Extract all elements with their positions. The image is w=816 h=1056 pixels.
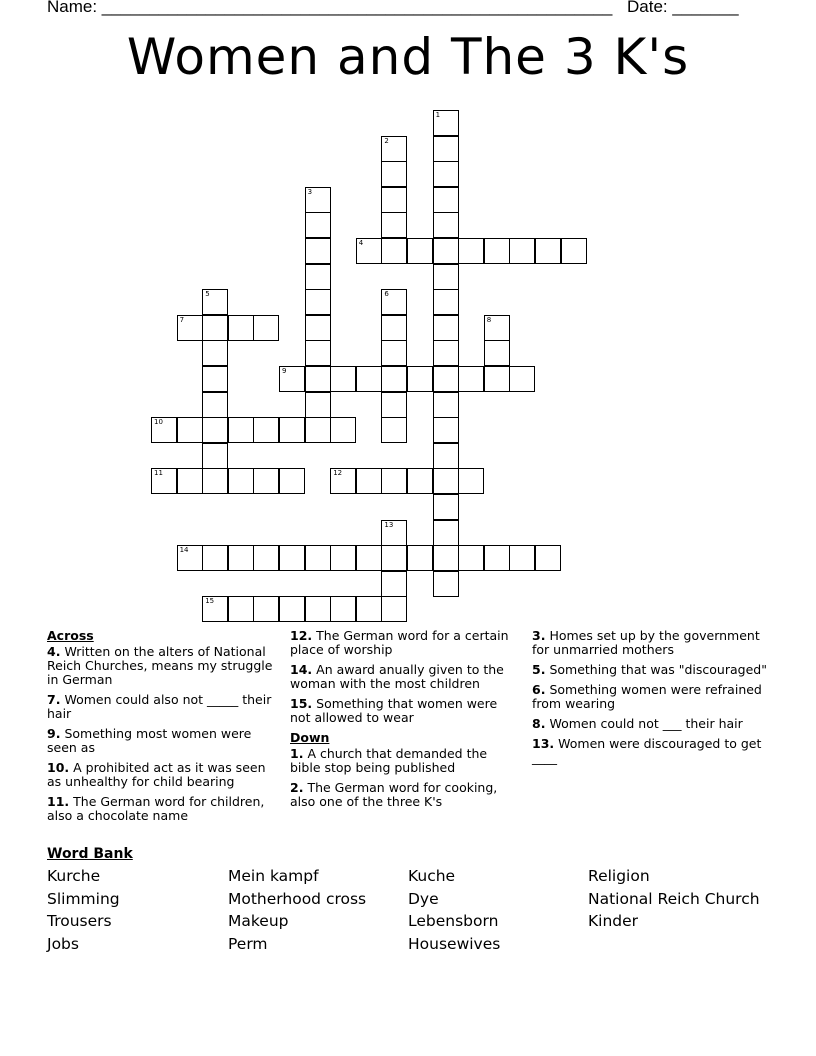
crossword-cell[interactable] xyxy=(151,468,177,494)
crossword-cell[interactable] xyxy=(458,545,484,571)
crossword-cell[interactable] xyxy=(305,366,331,392)
crossword-cell[interactable] xyxy=(433,238,459,264)
clue-number: 14 xyxy=(179,546,189,555)
crossword-cell[interactable] xyxy=(433,264,459,290)
crossword-cell[interactable] xyxy=(381,571,407,597)
crossword-cell[interactable] xyxy=(535,545,561,571)
crossword-cell[interactable] xyxy=(381,340,407,366)
crossword-cell[interactable] xyxy=(202,545,228,571)
clue-across-15: 15. Something that women were not allowed to wear xyxy=(290,696,498,725)
crossword-cell[interactable] xyxy=(330,545,356,571)
crossword-cell[interactable] xyxy=(458,238,484,264)
crossword-cell[interactable] xyxy=(228,545,254,571)
clue-down-3: 3. Homes set up by the government for unmarried mothers xyxy=(532,628,760,657)
crossword-cell[interactable] xyxy=(381,187,407,213)
crossword-cell[interactable] xyxy=(177,417,203,443)
crossword-cell[interactable] xyxy=(305,238,331,264)
word-bank-item: National Reich Church xyxy=(588,889,760,908)
clue-down-5: 5. Something that was "discouraged" xyxy=(532,662,767,677)
word-bank-item: Motherhood cross xyxy=(228,889,367,908)
clue-across-14: 14. An award anually given to the woman with the most children xyxy=(290,662,504,691)
crossword-cell[interactable] xyxy=(433,468,459,494)
clue-across-4: 4. Written on the alters of National Reich Churches, means my struggle in German xyxy=(47,644,273,687)
crossword-cell[interactable] xyxy=(330,366,356,392)
crossword-cell[interactable] xyxy=(433,520,459,546)
crossword-cell[interactable] xyxy=(177,468,203,494)
crossword-cell[interactable] xyxy=(330,596,356,622)
clue-number: 9 xyxy=(282,367,287,375)
crossword-cell[interactable] xyxy=(381,520,407,546)
crossword-cell[interactable] xyxy=(433,392,459,418)
clue-number: 2 xyxy=(384,136,389,145)
crossword-cell[interactable] xyxy=(305,392,331,418)
word-bank-item: Perm xyxy=(228,935,268,954)
crossword-cell[interactable] xyxy=(407,545,433,571)
word-bank-item: Kurche xyxy=(47,867,101,885)
down-heading: Down xyxy=(290,730,330,745)
name-field-label: Name: ______________________________________________________ xyxy=(47,0,613,16)
crossword-cell[interactable] xyxy=(228,468,254,494)
crossword-cell[interactable] xyxy=(433,340,459,366)
crossword-cell[interactable] xyxy=(228,315,254,341)
crossword-cell[interactable] xyxy=(484,340,510,366)
crossword-cell[interactable] xyxy=(433,136,459,162)
crossword-cell[interactable] xyxy=(228,417,254,443)
crossword-cell[interactable] xyxy=(381,468,407,494)
crossword-cell[interactable] xyxy=(381,596,407,622)
clue-down-2: 2. The German word for cooking, also one of the three K's xyxy=(290,780,498,809)
date-field-label: Date: _______ xyxy=(627,0,739,16)
crossword-cell[interactable] xyxy=(484,366,510,392)
crossword-cell[interactable] xyxy=(509,238,535,264)
clue-column-2 xyxy=(290,629,515,815)
crossword-cell[interactable] xyxy=(535,238,561,264)
word-bank-column-3 xyxy=(408,865,500,956)
clue-across-7: 7. Women could also not _____ their hair xyxy=(47,692,272,721)
crossword-cell[interactable] xyxy=(381,136,407,162)
clue-column-3 xyxy=(532,629,772,771)
word-bank-item: Housewives xyxy=(408,935,501,954)
clue-number: 3 xyxy=(307,187,313,196)
crossword-cell[interactable] xyxy=(433,366,459,392)
crossword-cell[interactable] xyxy=(202,417,228,443)
word-bank-item: Kuche xyxy=(408,867,456,885)
clue-down-8: 8. Women could not ___ their hair xyxy=(532,716,743,731)
crossword-cell[interactable] xyxy=(433,571,459,597)
word-bank-item: Dye xyxy=(408,889,439,908)
clue-across-12: 12. The German word for a certain place of worship xyxy=(290,628,509,657)
crossword-cell[interactable] xyxy=(330,417,356,443)
crossword-cell[interactable] xyxy=(381,392,407,418)
crossword-cell[interactable] xyxy=(407,366,433,392)
crossword-cell[interactable] xyxy=(381,289,407,315)
crossword-cell[interactable] xyxy=(433,212,459,238)
crossword-cell[interactable] xyxy=(433,110,459,136)
crossword-cell[interactable] xyxy=(433,161,459,187)
crossword-cell[interactable] xyxy=(458,366,484,392)
clue-across-9: 9. Something most women were seen as xyxy=(47,726,252,755)
word-bank-column-2 xyxy=(228,865,366,956)
across-heading: Across xyxy=(47,628,94,643)
crossword-cell[interactable] xyxy=(356,596,382,622)
word-bank-item: Religion xyxy=(588,867,650,885)
word-bank-item: Lebensborn xyxy=(408,912,499,931)
crossword-cell[interactable] xyxy=(305,315,331,341)
crossword-cell[interactable] xyxy=(228,596,254,622)
crossword-cell[interactable] xyxy=(509,366,535,392)
clue-down-13: 13. Women were discouraged to get ____ xyxy=(532,736,762,765)
page-title: Women and The 3 K's xyxy=(126,28,690,86)
crossword-cell[interactable] xyxy=(458,468,484,494)
crossword-cell[interactable] xyxy=(561,238,587,264)
crossword-cell[interactable] xyxy=(356,366,382,392)
crossword-cell[interactable] xyxy=(484,238,510,264)
crossword-cell[interactable] xyxy=(151,417,177,443)
crossword-cell[interactable] xyxy=(279,417,305,443)
word-bank-heading: Word Bank xyxy=(47,846,133,862)
crossword-cell[interactable] xyxy=(381,161,407,187)
crossword-cell[interactable] xyxy=(279,366,305,392)
crossword-cell[interactable] xyxy=(202,366,228,392)
crossword-cell[interactable] xyxy=(381,238,407,264)
crossword-cell[interactable] xyxy=(433,289,459,315)
crossword-cell[interactable] xyxy=(202,289,228,315)
crossword-cell[interactable] xyxy=(253,468,279,494)
clue-number: 12 xyxy=(333,469,343,478)
crossword-cell[interactable] xyxy=(381,366,407,392)
crossword-cell[interactable] xyxy=(433,443,459,469)
crossword-cell[interactable] xyxy=(484,315,510,341)
word-bank-column-1 xyxy=(47,865,120,956)
crossword-cell[interactable] xyxy=(253,596,279,622)
clue-across-11: 11. The German word for children, also a chocolate name xyxy=(47,794,265,823)
clue-number: 7 xyxy=(179,315,185,324)
crossword-cell[interactable] xyxy=(433,187,459,213)
crossword-cell[interactable] xyxy=(305,596,331,622)
clue-number: 5 xyxy=(205,290,210,299)
crossword-cell[interactable] xyxy=(484,545,510,571)
crossword-cell[interactable] xyxy=(253,545,279,571)
crossword-cell[interactable] xyxy=(279,468,305,494)
crossword-cell[interactable] xyxy=(305,264,331,290)
clue-number: 4 xyxy=(358,239,364,247)
crossword-cell[interactable] xyxy=(356,545,382,571)
word-bank-item: Kinder xyxy=(588,912,639,931)
crossword-cell[interactable] xyxy=(433,494,459,520)
crossword-cell[interactable] xyxy=(305,417,331,443)
clue-down-6: 6. Something women were refrained from wearing xyxy=(532,682,762,711)
crossword-cell[interactable] xyxy=(381,417,407,443)
crossword-cell[interactable] xyxy=(279,545,305,571)
clue-down-1: 1. A church that demanded the bible stop being published xyxy=(290,746,488,775)
crossword-cell[interactable] xyxy=(253,315,279,341)
crossword-cell[interactable] xyxy=(305,187,331,213)
crossword-cell[interactable] xyxy=(509,545,535,571)
word-bank-item: Mein kampf xyxy=(228,867,319,885)
clue-number: 6 xyxy=(384,290,389,299)
crossword-cell[interactable] xyxy=(381,212,407,238)
crossword-cell[interactable] xyxy=(433,417,459,443)
clue-across-10: 10. A prohibited act as it was seen as unhealthy for child bearing xyxy=(47,760,266,789)
crossword-cell[interactable] xyxy=(433,315,459,341)
crossword-cell[interactable] xyxy=(202,468,228,494)
crossword-cell[interactable] xyxy=(305,212,331,238)
crossword-cell[interactable] xyxy=(356,468,382,494)
word-bank-column-4 xyxy=(588,865,760,933)
word-bank-item: Jobs xyxy=(47,935,79,954)
clue-number: 11 xyxy=(154,469,163,478)
clue-number: 10 xyxy=(154,418,163,427)
crossword-cell[interactable] xyxy=(202,596,228,622)
crossword-cell[interactable] xyxy=(202,340,228,366)
crossword-cell[interactable] xyxy=(305,340,331,366)
crossword-cell[interactable] xyxy=(177,545,203,571)
word-bank-item: Slimming xyxy=(47,889,120,908)
crossword-cell[interactable] xyxy=(202,443,228,469)
crossword-cell[interactable] xyxy=(253,417,279,443)
word-bank-item: Trousers xyxy=(47,912,112,931)
crossword-cell[interactable] xyxy=(177,315,203,341)
clue-number: 15 xyxy=(205,597,215,606)
crossword-cell[interactable] xyxy=(202,392,228,418)
crossword-cell[interactable] xyxy=(381,315,407,341)
clue-number: 1 xyxy=(435,111,441,119)
crossword-cell[interactable] xyxy=(202,315,228,341)
crossword-cell[interactable] xyxy=(279,596,305,622)
crossword-cell[interactable] xyxy=(330,468,356,494)
crossword-cell[interactable] xyxy=(407,468,433,494)
clue-column-1 xyxy=(47,629,282,829)
clue-number: 8 xyxy=(486,315,492,324)
crossword-cell[interactable] xyxy=(305,545,331,571)
crossword-cell[interactable] xyxy=(356,238,382,264)
clue-number: 13 xyxy=(384,520,394,529)
word-bank-item: Makeup xyxy=(228,912,289,931)
crossword-cell[interactable] xyxy=(305,289,331,315)
crossword-cell[interactable] xyxy=(407,238,433,264)
crossword-cell[interactable] xyxy=(433,545,459,571)
crossword-cell[interactable] xyxy=(381,545,407,571)
